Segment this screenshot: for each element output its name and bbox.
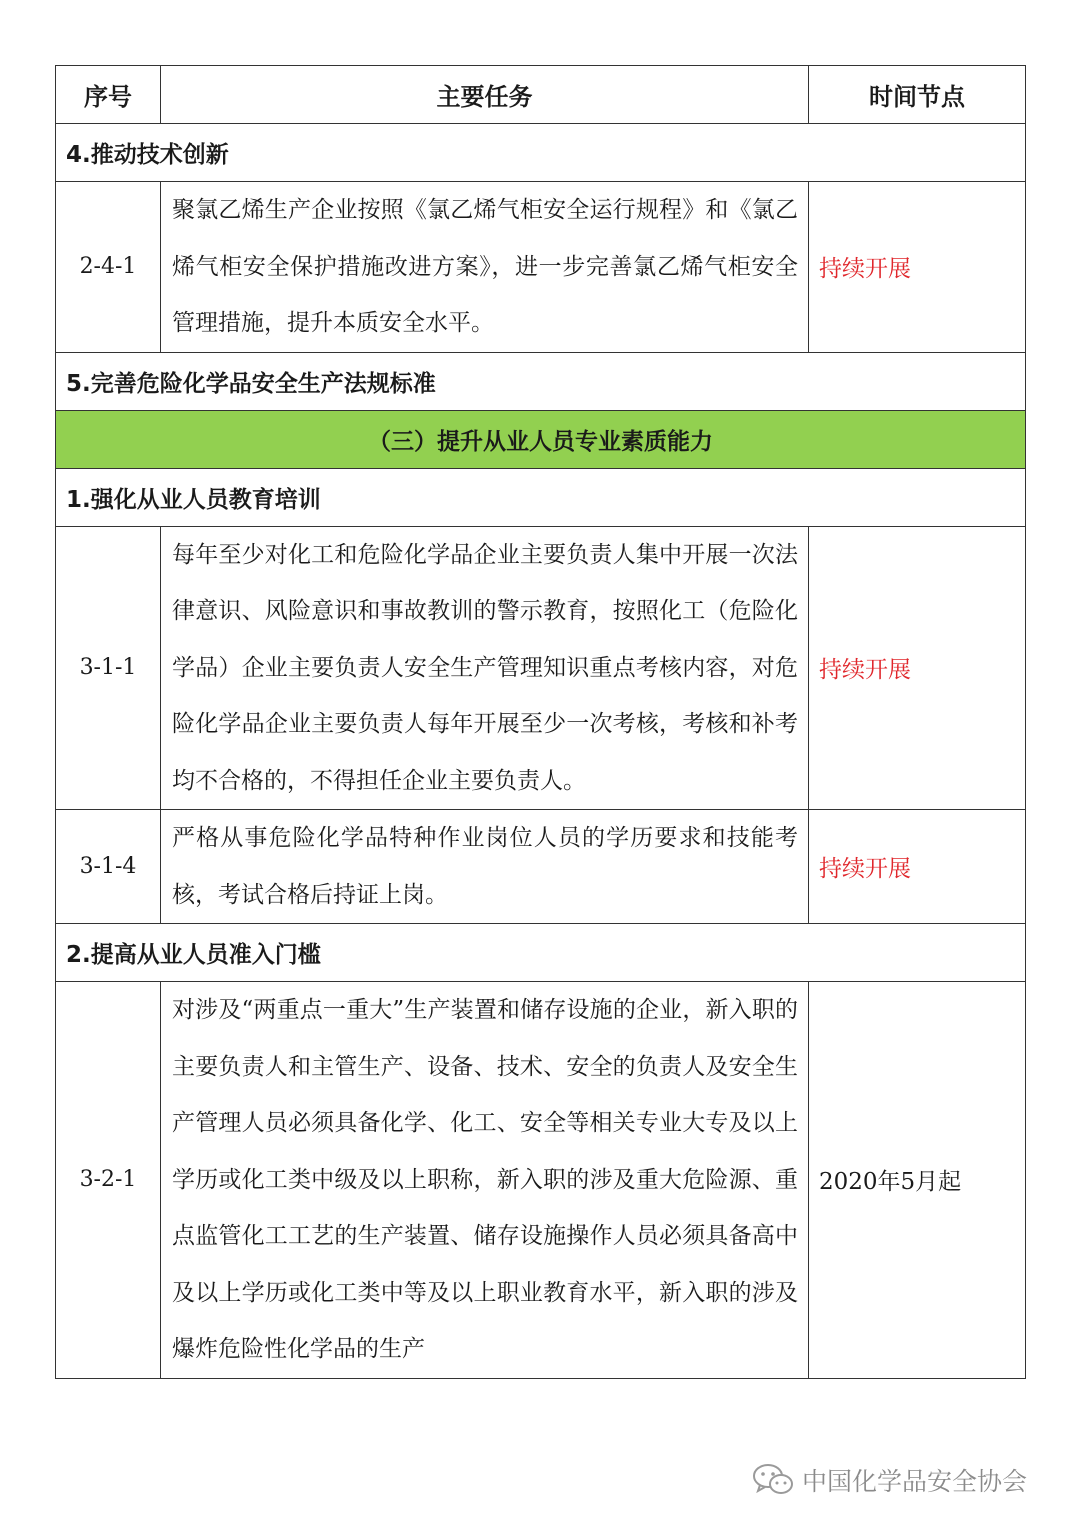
header-task: 主要任务: [161, 66, 809, 124]
task-table: [55, 65, 1026, 1379]
task-number: 3-1-1: [56, 526, 161, 810]
watermark-text: 中国化学品安全协会: [802, 1467, 1028, 1496]
task-row: [56, 810, 1026, 924]
watermark: [752, 1460, 1027, 1500]
task-row: [56, 526, 1026, 810]
section-title: 2.提高从业人员准入门槛: [56, 924, 1026, 982]
task-text: 对涉及“两重点一重大”生产装置和储存设施的企业，新入职的主要负责人和主管生产、设备、技术、安全的负责人及安全生产管理人员必须具备化学、化工、安全等相关专业大专及以上学历或化工类中级及以上职称，新入职的涉及重大危险源、重点监管化工工艺的生产装置、储存设施操作人员必须具备高中及以上学历或化工类中等及以上职业教育水平，新入职的涉及爆炸危险性化学品的生产: [161, 982, 809, 1379]
section-row: [56, 352, 1026, 410]
task-text: 严格从事危险化学品特种作业岗位人员的学历要求和技能考核，考试合格后持证上岗。: [161, 810, 809, 924]
section-row: [56, 468, 1026, 526]
task-number: 2-4-1: [56, 182, 161, 353]
task-time: 2020年5月起: [809, 982, 1026, 1379]
task-text: 每年至少对化工和危险化学品企业主要负责人集中开展一次法律意识、风险意识和事故教训的警示教育，按照化工（危险化学品）企业主要负责人安全生产管理知识重点考核内容，对危险化学品企业主要负责人每年开展至少一次考核，考核和补考均不合格的，不得担任企业主要负责人。: [161, 526, 809, 810]
section-row: [56, 924, 1026, 982]
task-time: 持续开展: [809, 810, 1026, 924]
task-number: 3-1-4: [56, 810, 161, 924]
section-row: [56, 124, 1026, 182]
section-title: 1.强化从业人员教育培训: [56, 468, 1026, 526]
wechat-icon: [752, 1462, 794, 1498]
task-number: 3-2-1: [56, 982, 161, 1379]
task-row: [56, 982, 1026, 1379]
section-title: 5.完善危险化学品安全生产法规标准: [56, 352, 1026, 410]
category-title: （三）提升从业人员专业素质能力: [56, 410, 1026, 468]
header-time: 时间节点: [809, 66, 1026, 124]
table-header-row: [56, 66, 1026, 124]
header-number: 序号: [56, 66, 161, 124]
task-text: 聚氯乙烯生产企业按照《氯乙烯气柜安全运行规程》和《氯乙烯气柜安全保护措施改进方案》，进一步完善氯乙烯气柜安全管理措施，提升本质安全水平。: [161, 182, 809, 353]
category-row: [56, 410, 1026, 468]
task-row: [56, 182, 1026, 353]
section-title: 4.推动技术创新: [56, 124, 1026, 182]
task-time: 持续开展: [809, 182, 1026, 353]
task-time: 持续开展: [809, 526, 1026, 810]
